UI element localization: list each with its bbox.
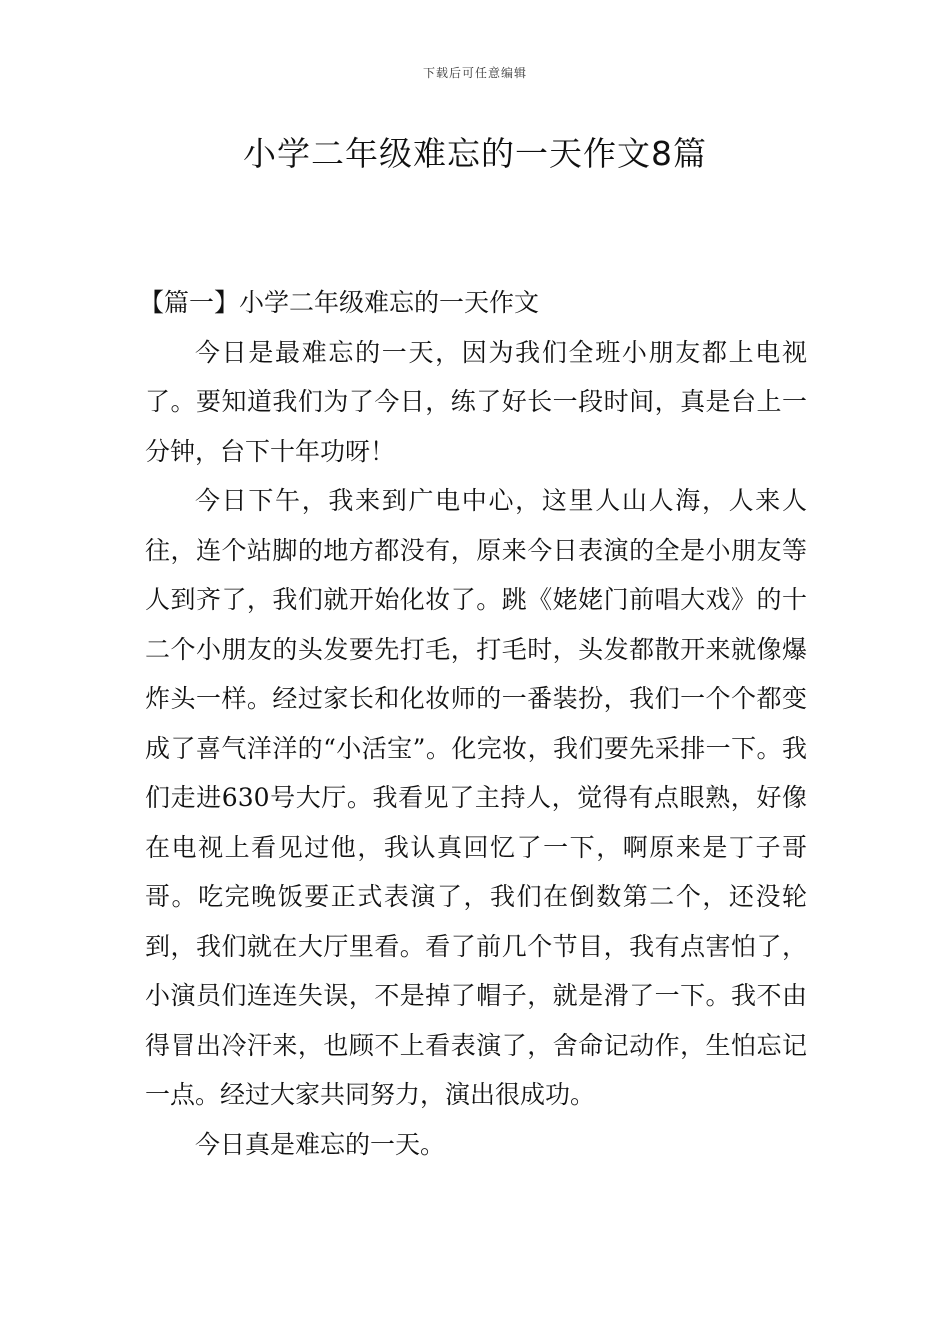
document-title: 小学二年级难忘的一天作文8篇 — [243, 134, 707, 173]
section-heading: 【篇一】小学二年级难忘的一天作文 — [139, 288, 540, 317]
paragraph: 今日真是难忘的一天。 — [195, 1129, 446, 1159]
page-header-note: 下载后可任意编辑 — [422, 66, 527, 80]
paragraph: 今日是最难忘的一天，因为我们全班小朋友都上电视了。要知道我们为了今日，练了好长一段时间，真是台上一分钟，台下十年功呀！ — [145, 337, 807, 466]
paragraph: 今日下午，我来到广电中心，这里人山人海，人来人往，连个站脚的地方都没有，原来今日表演的全是小朋友等人到齐了，我们就开始化妆了。跳《姥姥门前唱大戏》的十二个小朋友的头发要先打毛，打毛时，头发都散开来就像爆炸头一样。经过家长和化妆师的一番装扮，我们一个个都变成了喜气洋洋的“小活宝”。化完妆，我们要先采排一下。我们走进630号大厅。我看见了主持人，觉得有点眼熟，好像在电视上看见过他，我认真回忆了一下，啊原来是丁子哥哥。吃完晚饭要正式表演了，我们在倒数第二个，还没轮到，我们就在大厅里看。看了前几个节目，我有点害怕了，小演员们连连失误，不是掉了帽子，就是滑了一下。我不由得冒出冷汗来，也顾不上看表演了，舍命记动作，生怕忘记一点。经过大家共同努力，演出很成功。 — [145, 486, 807, 1109]
document-body — [139, 278, 807, 1169]
